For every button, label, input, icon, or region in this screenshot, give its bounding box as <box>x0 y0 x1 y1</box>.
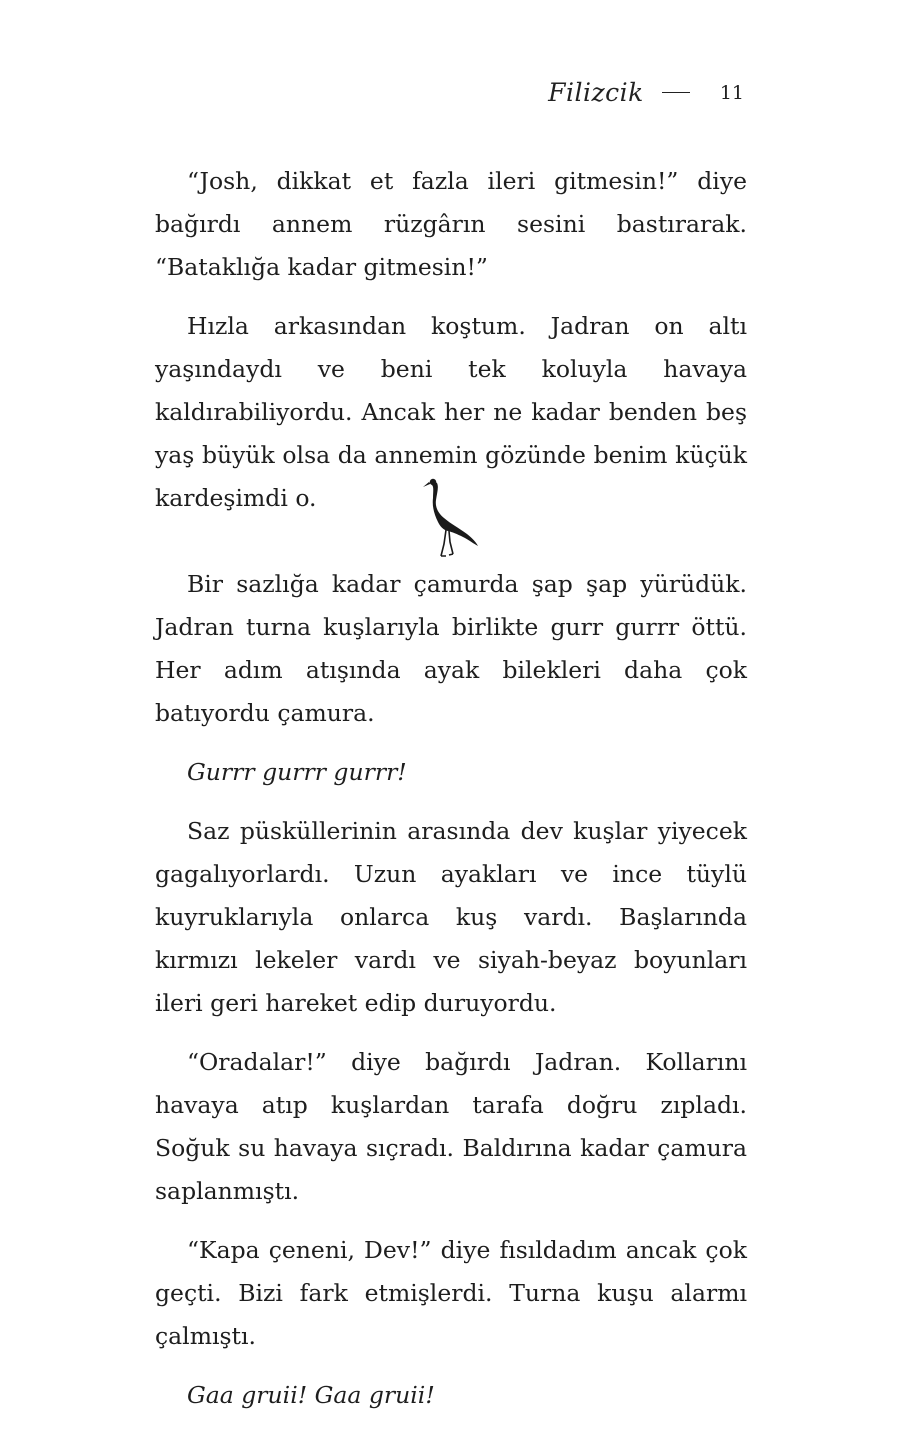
page-number: 11 <box>719 81 744 104</box>
crane-legs <box>441 530 453 556</box>
crane-head <box>430 479 436 485</box>
paragraph: Hızla arkasından koştum. Jadran on altı yaşındaydı ve beni tek koluyla havaya kaldırabiliyordu. Ancak her ne kadar benden beş yaş büyük olsa da annemin gözünde benim küçük kardeşimdi o. <box>155 312 747 512</box>
paragraph-sound-effect: Gurrr gurrr gurrr! <box>187 758 407 786</box>
paragraph: “Kapa çeneni, Dev!” diye fısıldadım ancak çok geçti. Bizi fark etmişlerdi. Turna kuşu alarmı çalmıştı. <box>155 1236 747 1350</box>
paragraph: “Josh, dikkat et fazla ileri gitmesin!” diye bağırdı annem rüzgârın sesini bastırarak. “Bataklığa kadar gitmesin!” <box>155 167 747 281</box>
paragraph: Saz püsküllerinin arasında dev kuşlar yiyecek gagalıyorlardı. Uzun ayakları ve ince tüylü kuyruklarıyla onlarca kuş vardı. Başlarında kırmızı lekeler vardı ve siyah-beyaz boyunları ileri geri hareket edip duruyordu. <box>155 817 747 1017</box>
text-block-after-ornament <box>155 563 747 1433</box>
crane-body <box>423 482 478 546</box>
paragraph: “Oradalar!” diye bağırdı Jadran. Kollarını havaya atıp kuşlardan tarafa doğru zıpladı. Soğuk su havaya sıçradı. Baldırına kadar çamura saplanmıştı. <box>155 1048 747 1205</box>
header-dash <box>662 92 690 93</box>
running-header <box>548 78 744 107</box>
running-title: Filizcik <box>548 78 644 107</box>
crane-bird-icon <box>419 470 481 558</box>
paragraph-sound-effect: Gaa gruii! Gaa gruii! <box>187 1381 435 1409</box>
paragraph: Bir sazlığa kadar çamurda şap şap yürüdük. Jadran turna kuşlarıyla birlikte gurr gurrr öttü. Her adım atışında ayak bilekleri daha çok batıyordu çamura. <box>155 570 747 727</box>
